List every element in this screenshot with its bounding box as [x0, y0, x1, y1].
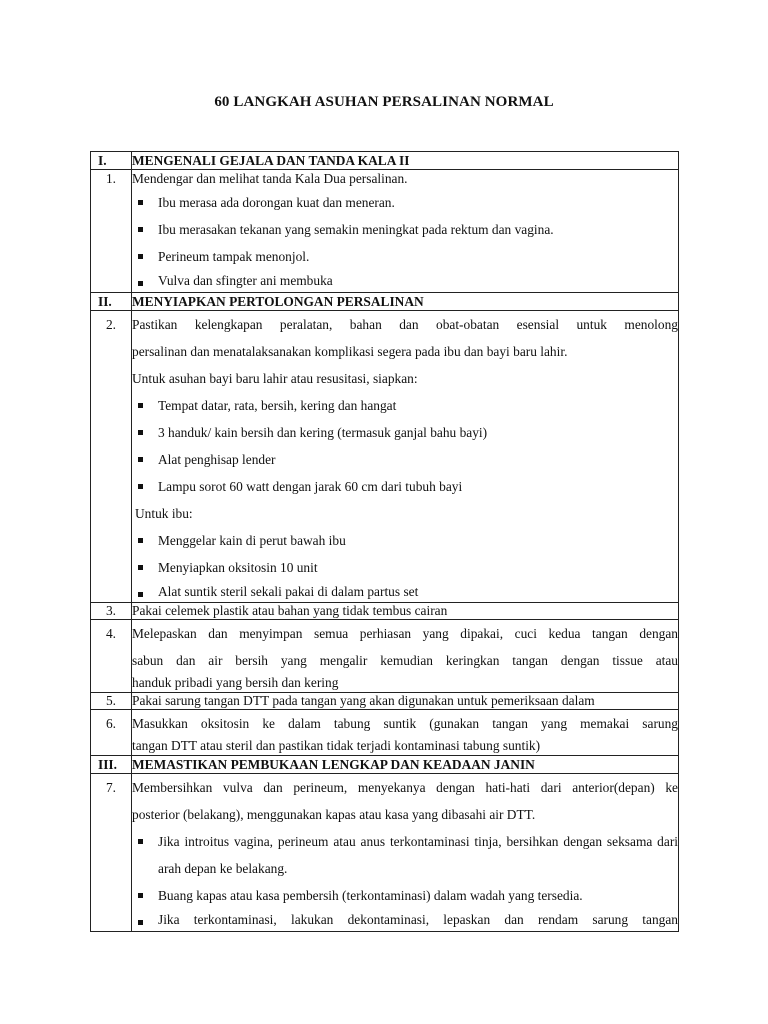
bullet-item: Perineum tampak menonjol. — [132, 243, 678, 270]
step-number: 6. — [91, 710, 132, 756]
step-number: 7. — [91, 774, 132, 932]
step-number: 3. — [91, 603, 132, 620]
step-number: 5. — [91, 693, 132, 710]
step-text: posterior (belakang), menggunakan kapas atau kasa yang dibasahi air DTT. — [132, 807, 536, 822]
bullet-item: Tempat datar, rata, bersih, kering dan hangat — [132, 392, 678, 419]
step-content — [132, 311, 679, 603]
bullet-item: Menggelar kain di perut bawah ibu — [132, 527, 678, 554]
step-content — [132, 710, 679, 756]
bullet-item: Jika introitus vagina, perineum atau anus terkontaminasi tinja, bersihkan dengan seksama dari arah depan ke belakang. — [132, 828, 678, 882]
step-content — [132, 170, 679, 293]
section-row-3 — [91, 756, 679, 774]
step-text: Pastikan kelengkapan peralatan, bahan dan obat-obatan esensial untuk menolong — [132, 317, 678, 332]
step-text: Pakai sarung tangan DTT pada tangan yang akan digunakan untuk pemeriksaan dalam — [132, 693, 679, 710]
step-text: Membersihkan vulva dan perineum, menyekanya dengan hati-hati dari anterior(depan) ke — [132, 780, 678, 795]
section-numeral: II. — [91, 293, 132, 311]
bullet-item: Ibu merasa ada dorongan kuat dan meneran. — [132, 189, 678, 216]
step-text: Melepaskan dan menyimpan semua perhiasan yang dipakai, cuci kedua tangan dengan — [132, 626, 678, 641]
section-numeral: III. — [91, 756, 132, 774]
step-row-2 — [91, 311, 679, 603]
bullet-list — [132, 189, 678, 292]
steps-table — [90, 151, 679, 932]
step-text: handuk pribadi yang bersih dan kering — [132, 675, 339, 690]
bullet-item: Ibu merasakan tekanan yang semakin meningkat pada rektum dan vagina. — [132, 216, 678, 243]
step-content — [132, 774, 679, 932]
bullet-list — [132, 828, 678, 931]
document-title: 60 LANGKAH ASUHAN PERSALINAN NORMAL — [214, 94, 554, 110]
step-text: tangan DTT atau steril dan pastikan tidak terjadi kontaminasi tabung suntik) — [132, 738, 541, 753]
step-number: 2. — [91, 311, 132, 603]
step-text: persalinan dan menatalaksanakan komplikasi segera pada ibu dan bayi baru lahir. — [132, 344, 568, 359]
bullet-list — [132, 392, 678, 500]
step-text: Pakai celemek plastik atau bahan yang tidak tembus cairan — [132, 603, 679, 620]
section-heading: MEMASTIKAN PEMBUKAAN LENGKAP DAN KEADAAN JANIN — [132, 756, 679, 774]
section-numeral: I. — [91, 152, 132, 170]
bullet-item: Alat suntik steril sekali pakai di dalam partus set — [132, 581, 678, 602]
step-row-6 — [91, 710, 679, 756]
step-number: 4. — [91, 620, 132, 693]
step-row-3 — [91, 603, 679, 620]
bullet-item: Menyiapkan oksitosin 10 unit — [132, 554, 678, 581]
sub-heading: Untuk ibu: — [135, 506, 193, 521]
step-text: sabun dan air bersih yang mengalir kemudian keringkan tangan dengan tissue atau — [132, 653, 678, 668]
step-row-5 — [91, 693, 679, 710]
step-text: Masukkan oksitosin ke dalam tabung suntik (gunakan tangan yang memakai sarung — [132, 716, 678, 731]
bullet-item: Vulva dan sfingter ani membuka — [132, 270, 678, 292]
bullet-item: Jika terkontaminasi, lakukan dekontaminasi, lepaskan dan rendam sarung tangan — [132, 909, 678, 931]
step-row-4 — [91, 620, 679, 693]
step-number: 1. — [91, 170, 132, 293]
section-row-2 — [91, 293, 679, 311]
sub-heading: Untuk asuhan bayi baru lahir atau resusitasi, siapkan: — [132, 371, 418, 386]
bullet-item: Alat penghisap lender — [132, 446, 678, 473]
section-heading: MENGENALI GEJALA DAN TANDA KALA II — [132, 152, 679, 170]
section-heading: MENYIAPKAN PERTOLONGAN PERSALINAN — [132, 293, 679, 311]
step-text: Mendengar dan melihat tanda Kala Dua persalinan. — [132, 171, 408, 186]
bullet-item: Lampu sorot 60 watt dengan jarak 60 cm dari tubuh bayi — [132, 473, 678, 500]
bullet-list — [132, 527, 678, 602]
bullet-item: 3 handuk/ kain bersih dan kering (termasuk ganjal bahu bayi) — [132, 419, 678, 446]
section-row-1 — [91, 152, 679, 170]
step-row-7 — [91, 774, 679, 932]
bullet-item: Buang kapas atau kasa pembersih (terkontaminasi) dalam wadah yang tersedia. — [132, 882, 678, 909]
step-row-1 — [91, 170, 679, 293]
step-content — [132, 620, 679, 693]
